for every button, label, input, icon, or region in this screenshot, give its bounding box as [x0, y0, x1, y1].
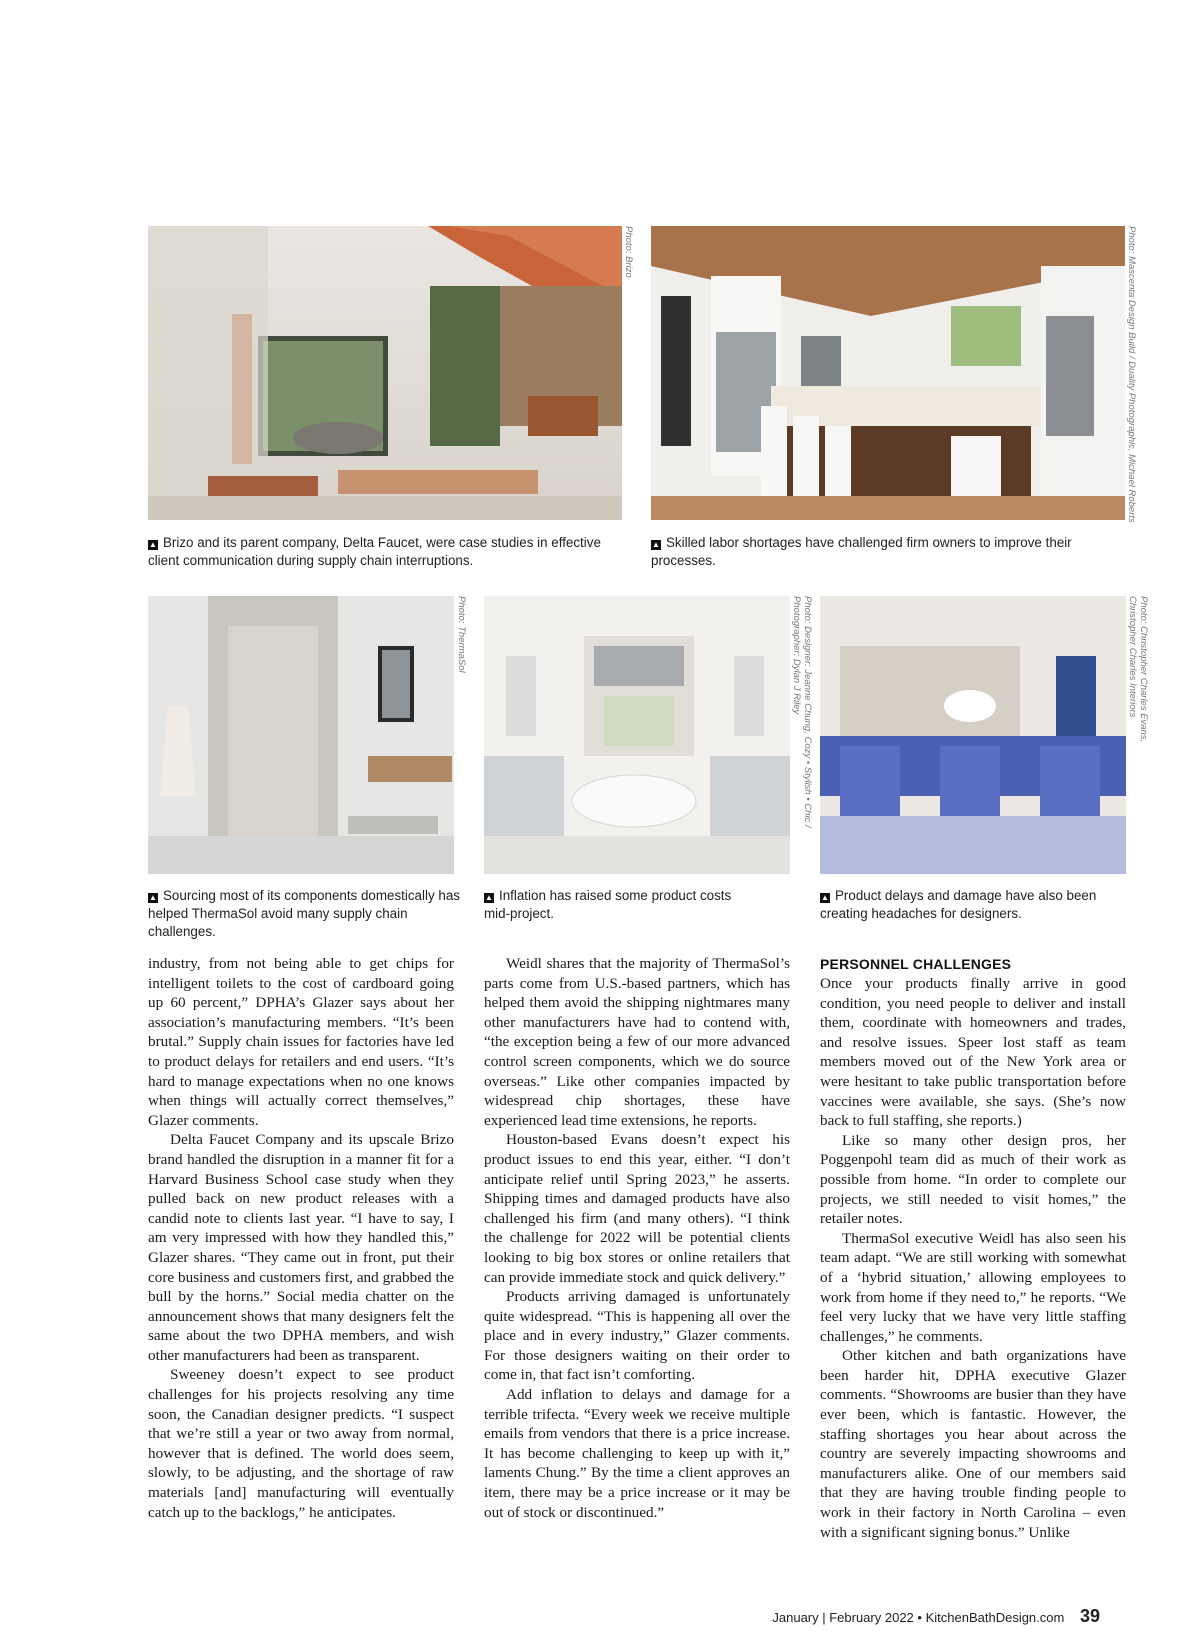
article-paragraph: Once your products finally arrive in good condition, you need people to deliver and install them, coordinate with homeowners and trades, and resolve issues. Speer lost staff as team members moved out of the New York area or were hesitant to take public transportation before vaccines were available, she says. (She’s now back to full staffing, she reports.): [820, 975, 1126, 1130]
photo-arrow-icon: ▲: [149, 540, 157, 549]
photo-thermasol-shower: [148, 596, 454, 874]
section-heading: PERSONNEL CHALLENGES: [820, 956, 1012, 972]
photo-credit-thermasol: Photo: ThermaSol: [456, 596, 467, 673]
photo-brizo-bathroom: [148, 226, 622, 520]
photo-arrow-icon: ▲: [485, 893, 493, 902]
article-column-2: [484, 954, 790, 1522]
article-paragraph: Delta Faucet Company and its upscale Brizo brand handled the disruption in a manner fit for a Harvard Business School case study when they pulled back on new product releases with a candid note to clients last year. “I have to say, I am very impressed with how they handled this,” Glazer shares. “They came out in front, put their core business and customers first, and grabbed the bull by the horns.” Social media chatter on the announcement shows that many designers felt the same about the two DPHA members, and wish other manufacturers had been as transparent.: [148, 1131, 454, 1364]
photo-kitchen: [651, 226, 1125, 520]
article-paragraph: Like so many other design pros, her Poggenpohl team did as much of their work as possible from home. “In order to complete our projects, we still needed to visit homes,” the retailer notes.: [820, 1131, 1126, 1228]
photo-arrow-icon: ▲: [149, 893, 157, 902]
caption-thermasol: [148, 887, 464, 941]
caption-text: Brizo and its parent company, Delta Faucet, were case studies in effective client communication during supply chain interruptions.: [148, 535, 601, 568]
article-paragraph: Other kitchen and bath organizations have been harder hit, DPHA executive Glazer comments. “Showrooms are busier than they have ever been, which is fantastic. However, the staffing shortages you hear about across the country are severely impacting showrooms and manufacturers alike. One of our members said that they are having trouble finding people to work in their factory in North Carolina – even with a significant signing bonus.” Unlike: [820, 1347, 1126, 1541]
article-paragraph: Products arriving damaged is unfortunately quite widespread. “This is happening all over the place and in every industry,” Glazer comments. For those designers waiting on their order to come in, that fact isn’t comforting.: [484, 1288, 790, 1384]
article-paragraph: Add inflation to delays and damage for a terrible trifecta. “Every week we receive multiple emails from vendors that there is a price increase. It has become challenging to keep up with it,” laments Chung.” By the time a client approves an item, there may be a price increase or it may be out of stock or discontinued.”: [484, 1386, 790, 1521]
caption-text: Product delays and damage have also been creating headaches for designers.: [820, 888, 1097, 921]
credit-line: Photographer: Dylan J Riley: [791, 596, 802, 715]
footer-issue: January | February 2022: [772, 1610, 914, 1625]
footer-site: KitchenBathDesign.com: [925, 1610, 1065, 1625]
page-number: 39: [1079, 1606, 1100, 1626]
article-paragraph: ThermaSol executive Weidl has also seen his team adapt. “We are still working with somewhat of a ‘hybrid situation,’ allowing employees to work from home if they need to,” he reports. “We feel very lucky that we have very little staffing challenges,” he comments.: [820, 1229, 1126, 1345]
photo-credit-blue-kitchen: [1127, 596, 1149, 742]
article-paragraph: Houston-based Evans doesn’t expect his product issues to end this year, either. “I don’t anticipate relief until Spring 2023,” he asserts. Shipping times and damaged products have also challenged his firm (and many others). “I think the challenge for 2022 will be potential clients looking to big box stores or online retailers that can provide immediate stock and quick delivery.”: [484, 1131, 790, 1286]
caption-blue-kitchen: [820, 887, 1100, 923]
page-footer: [772, 1606, 1100, 1630]
footer-separator: •: [917, 1610, 922, 1625]
caption-kitchen: [651, 534, 1111, 570]
caption-bath: [484, 887, 754, 923]
credit-line: Photo: Designer: Jeanne Chung, Cozy • Stylish • Chic /: [802, 596, 813, 828]
article-paragraph: Weidl shares that the majority of ThermaSol’s parts come from U.S.-based partners, which has helped them avoid the shipping nightmares many other manufacturers have had to contend with, “the exception being a few of our more advanced control screen components, which we do source overseas.” Like other companies impacted by widespread chip shortages, these have experienced lead time extensions, he reports.: [484, 955, 790, 1129]
photo-blue-kitchen: [820, 596, 1126, 874]
caption-text: Skilled labor shortages have challenged firm owners to improve their processes.: [651, 535, 1072, 568]
article-column-3: [820, 954, 1126, 1542]
caption-text: Inflation has raised some product costs mid-project.: [484, 888, 732, 921]
photo-credit-bath: [791, 596, 813, 828]
photo-credit-kitchen: Photo: Mascenta Design Build / Duality Photographic, Michael Roberts: [1126, 226, 1137, 523]
credit-line: Christopher Charles Interiors: [1127, 596, 1138, 718]
caption-text: Sourcing most of its components domestically has helped ThermaSol avoid many supply chain challenges.: [148, 888, 460, 939]
photo-arrow-icon: ▲: [652, 540, 660, 549]
credit-line: Photo: Christopher Charles Evans,: [1138, 596, 1149, 743]
photo-arrow-icon: ▲: [821, 893, 829, 902]
photo-bath-tub: [484, 596, 790, 874]
caption-brizo: [148, 534, 608, 570]
article-column-1: [148, 954, 454, 1522]
article-paragraph: industry, from not being able to get chips for intelligent toilets to the cost of cardboard going up 60 percent,” DPHA’s Glazer says about her association’s manufacturing members. “It’s been brutal.” Supply chain issues for factories have led to product delays for retailers and end users. “It’s hard to manage expectations when no one knows when things will actually correct themselves,” Glazer comments.: [148, 955, 454, 1129]
article-paragraph: Sweeney doesn’t expect to see product challenges for his projects resolving any time soon, the Canadian designer predicts. “I suspect that we’re still a year or two away from normal, however that is defined. The world does seem, slowly, to be adjusting, and the shortage of raw materials [and] manufacturing will eventually catch up to the backlogs,” he anticipates.: [148, 1366, 454, 1521]
photo-credit-brizo: Photo: Brizo: [623, 226, 634, 278]
